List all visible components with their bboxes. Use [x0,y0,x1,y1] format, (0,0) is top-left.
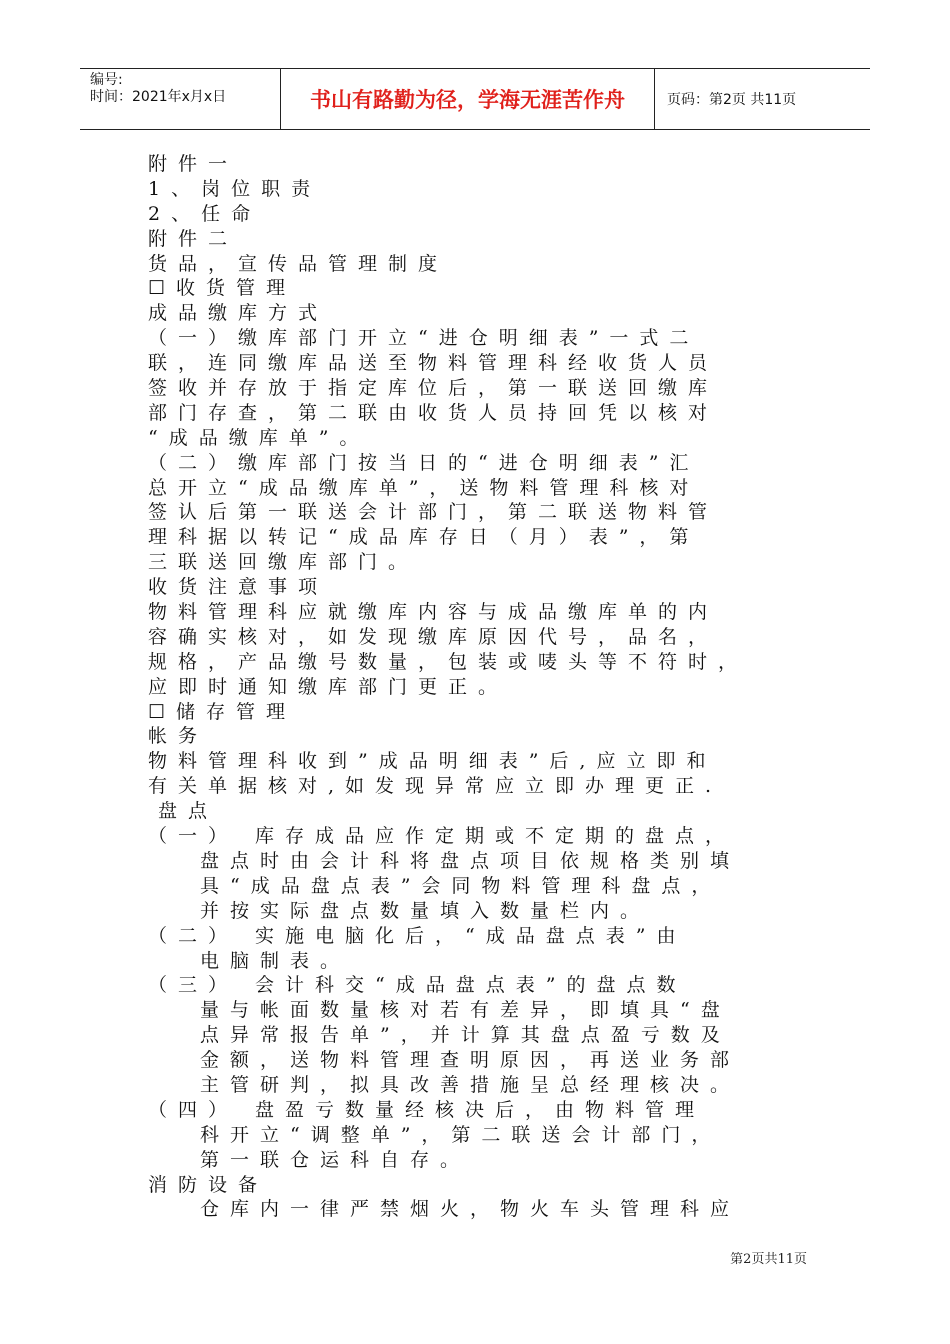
text-line: （二）缴库部门按当日的“进仓明细表”汇 [148,451,700,474]
text-line: 并按实际盘点数量填入数量栏内。 [200,899,651,922]
code-label: 编号: [90,72,123,88]
text-line: 2、任命 [148,202,262,225]
text-line: ☐储存管理 [148,700,297,723]
text-line: 量与帐面数量核对若有差异，即填具“盘 [200,999,731,1022]
text-line: 三联送回缴库部门。 [148,551,419,574]
header-page-info [655,69,870,129]
text-line: 有关单据核对,如发现异常应立即办理更正. [148,775,723,798]
text-line: 收货注意事项 [148,576,329,599]
text-line: 主管研判，拟具改善措施呈总经理核决。 [200,1073,741,1096]
text-line: 第一联仓运科自存。 [200,1148,471,1171]
text-line: 成品缴库方式 [148,302,329,325]
text-line: 科开立“调整单”，第二联送会计部门， [200,1123,722,1146]
page-footer: 第2页共11页 [730,1252,807,1267]
text-line: 具“成品盘点表”会同物料管理科盘点， [200,874,722,897]
text-line: 部门存查，第二联由收货人员持回凭以核对 [148,401,719,424]
text-line: 联，连同缴库品送至物料管理科经收货人员 [148,352,719,375]
text-line: “成品缴库单”。 [148,426,370,449]
text-line: 签收并存放于指定库位后，第一联送回缴库 [148,377,719,400]
text-line: （一） 库存成品应作定期或不定期的盘点， [148,825,736,848]
text-line: 点异常报告单”，并计算其盘点盈亏数及 [200,1024,731,1047]
time-label: 时间：2021年x月x日 [90,89,227,105]
page-info-text: 页码：第2页 共11页 [667,92,797,108]
text-line: 附件二 [148,227,239,250]
text-line: 物料管理科应就缴库内容与成品缴库单的内 [148,601,719,624]
text-line: （三） 会计科交“成品盘点表”的盘点数 [148,974,687,997]
text-line: 应即时通知缴库部门更正。 [148,675,509,698]
text-line: 1、岗位职责 [148,177,322,200]
text-line: ☐收货管理 [148,277,297,300]
text-line: 盘点 [158,800,219,823]
text-line: 容确实核对，如发现缴库原因代号，品名， [148,625,719,648]
text-line: （四） 盘盈亏数量经核决后，由物料管理 [148,1098,706,1121]
document-body [148,152,798,1222]
text-line: 物料管理科收到”成品明细表”后,应立即和 [148,750,717,773]
text-line: 总开立“成品缴库单”，送物料管理科核对 [148,476,700,499]
text-line: 电脑制表。 [200,949,351,972]
text-line: 签认后第一联送会计部门，第二联送物料管 [148,501,719,524]
text-line: 规格，产品缴号数量，包装或唛头等不符时， [148,650,749,673]
text-line: 仓库内一律严禁烟火，物火车头管理科应 [200,1198,741,1221]
text-line: 货品，宣传品管理制度 [148,252,449,275]
text-line: 帐务 [148,725,209,748]
text-line: 理科据以转记“成品库存日（月）表”，第 [148,526,700,549]
header-meta [80,69,281,129]
text-line: （二） 实施电脑化后，“成品盘点表”由 [148,924,687,947]
text-line: （一）缴库部门开立“进仓明细表”一式二 [148,327,700,350]
header-motto: 书山有路勤为径，学海无涯苦作舟 [281,69,655,129]
page-header [80,68,870,130]
text-line: 附件一 [148,153,239,175]
text-line: 盘点时由会计科将盘点项目依规格类别填 [200,849,741,872]
text-line: 消防设备 [148,1173,269,1196]
text-line: 金额，送物料管理查明原因，再送业务部 [200,1049,741,1072]
